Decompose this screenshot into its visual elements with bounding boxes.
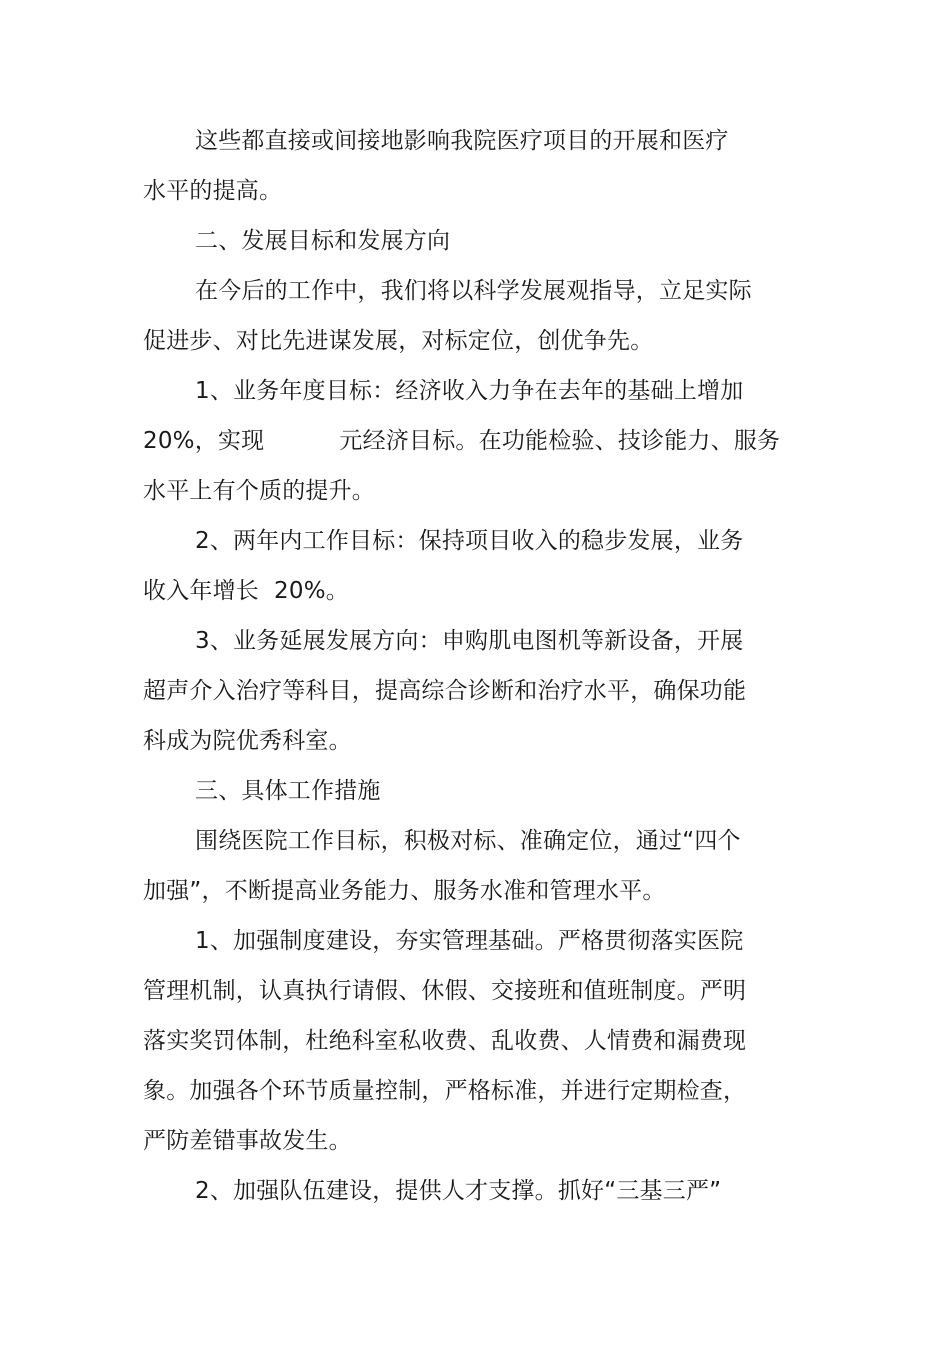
- paragraph-line: 管理机制，认真执行请假、休假、交接班和值班制度。严明: [143, 978, 747, 1004]
- paragraph-line: 落实奖罚体制，杜绝科室私收费、乱收费、人情费和漏费现: [143, 1028, 747, 1054]
- paragraph-line: 象。加强各个环节质量控制，严格标准，并进行定期检查，: [143, 1078, 747, 1104]
- paragraph-line: 这些都直接或间接地影响我院医疗项目的开展和医疗: [195, 128, 729, 154]
- paragraph-line: 水平的提高。: [143, 178, 283, 204]
- paragraph-line: 严防差错事故发生。: [143, 1128, 352, 1154]
- section-heading: 二、发展目标和发展方向: [195, 228, 451, 254]
- paragraph-line: 加强”，不断提高业务能力、服务水准和管理水平。: [143, 878, 666, 904]
- paragraph-line: 超声介入治疗等科目，提高综合诊断和治疗水平，确保功能: [143, 678, 747, 704]
- paragraph-line: 水平上有个质的提升。: [143, 478, 375, 504]
- paragraph-line: 3、业务延展发展方向：申购肌电图机等新设备，开展: [195, 628, 744, 654]
- paragraph-line: 20%，实现 元经济目标。在功能检验、技诊能力、服务: [143, 428, 781, 454]
- paragraph-line: 2、加强队伍建设，提供人才支撑。抓好“三基三严”: [195, 1178, 722, 1204]
- paragraph-line: 1、业务年度目标：经济收入力争在去年的基础上增加: [195, 378, 744, 404]
- section-heading: 三、具体工作措施: [195, 778, 381, 804]
- paragraph-line: 促进步、对比先进谋发展，对标定位，创优争先。: [143, 328, 654, 354]
- paragraph-line: 围绕医院工作目标，积极对标、准确定位，通过“四个: [195, 828, 741, 854]
- paragraph-line: 1、加强制度建设，夯实管理基础。严格贯彻落实医院: [195, 928, 744, 954]
- paragraph-line: 收入年增长 20%。: [143, 578, 349, 604]
- paragraph-line: 在今后的工作中，我们将以科学发展观指导，立足实际: [195, 278, 752, 304]
- paragraph-line: 2、两年内工作目标：保持项目收入的稳步发展，业务: [195, 528, 744, 554]
- paragraph-line: 科成为院优秀科室。: [143, 728, 352, 754]
